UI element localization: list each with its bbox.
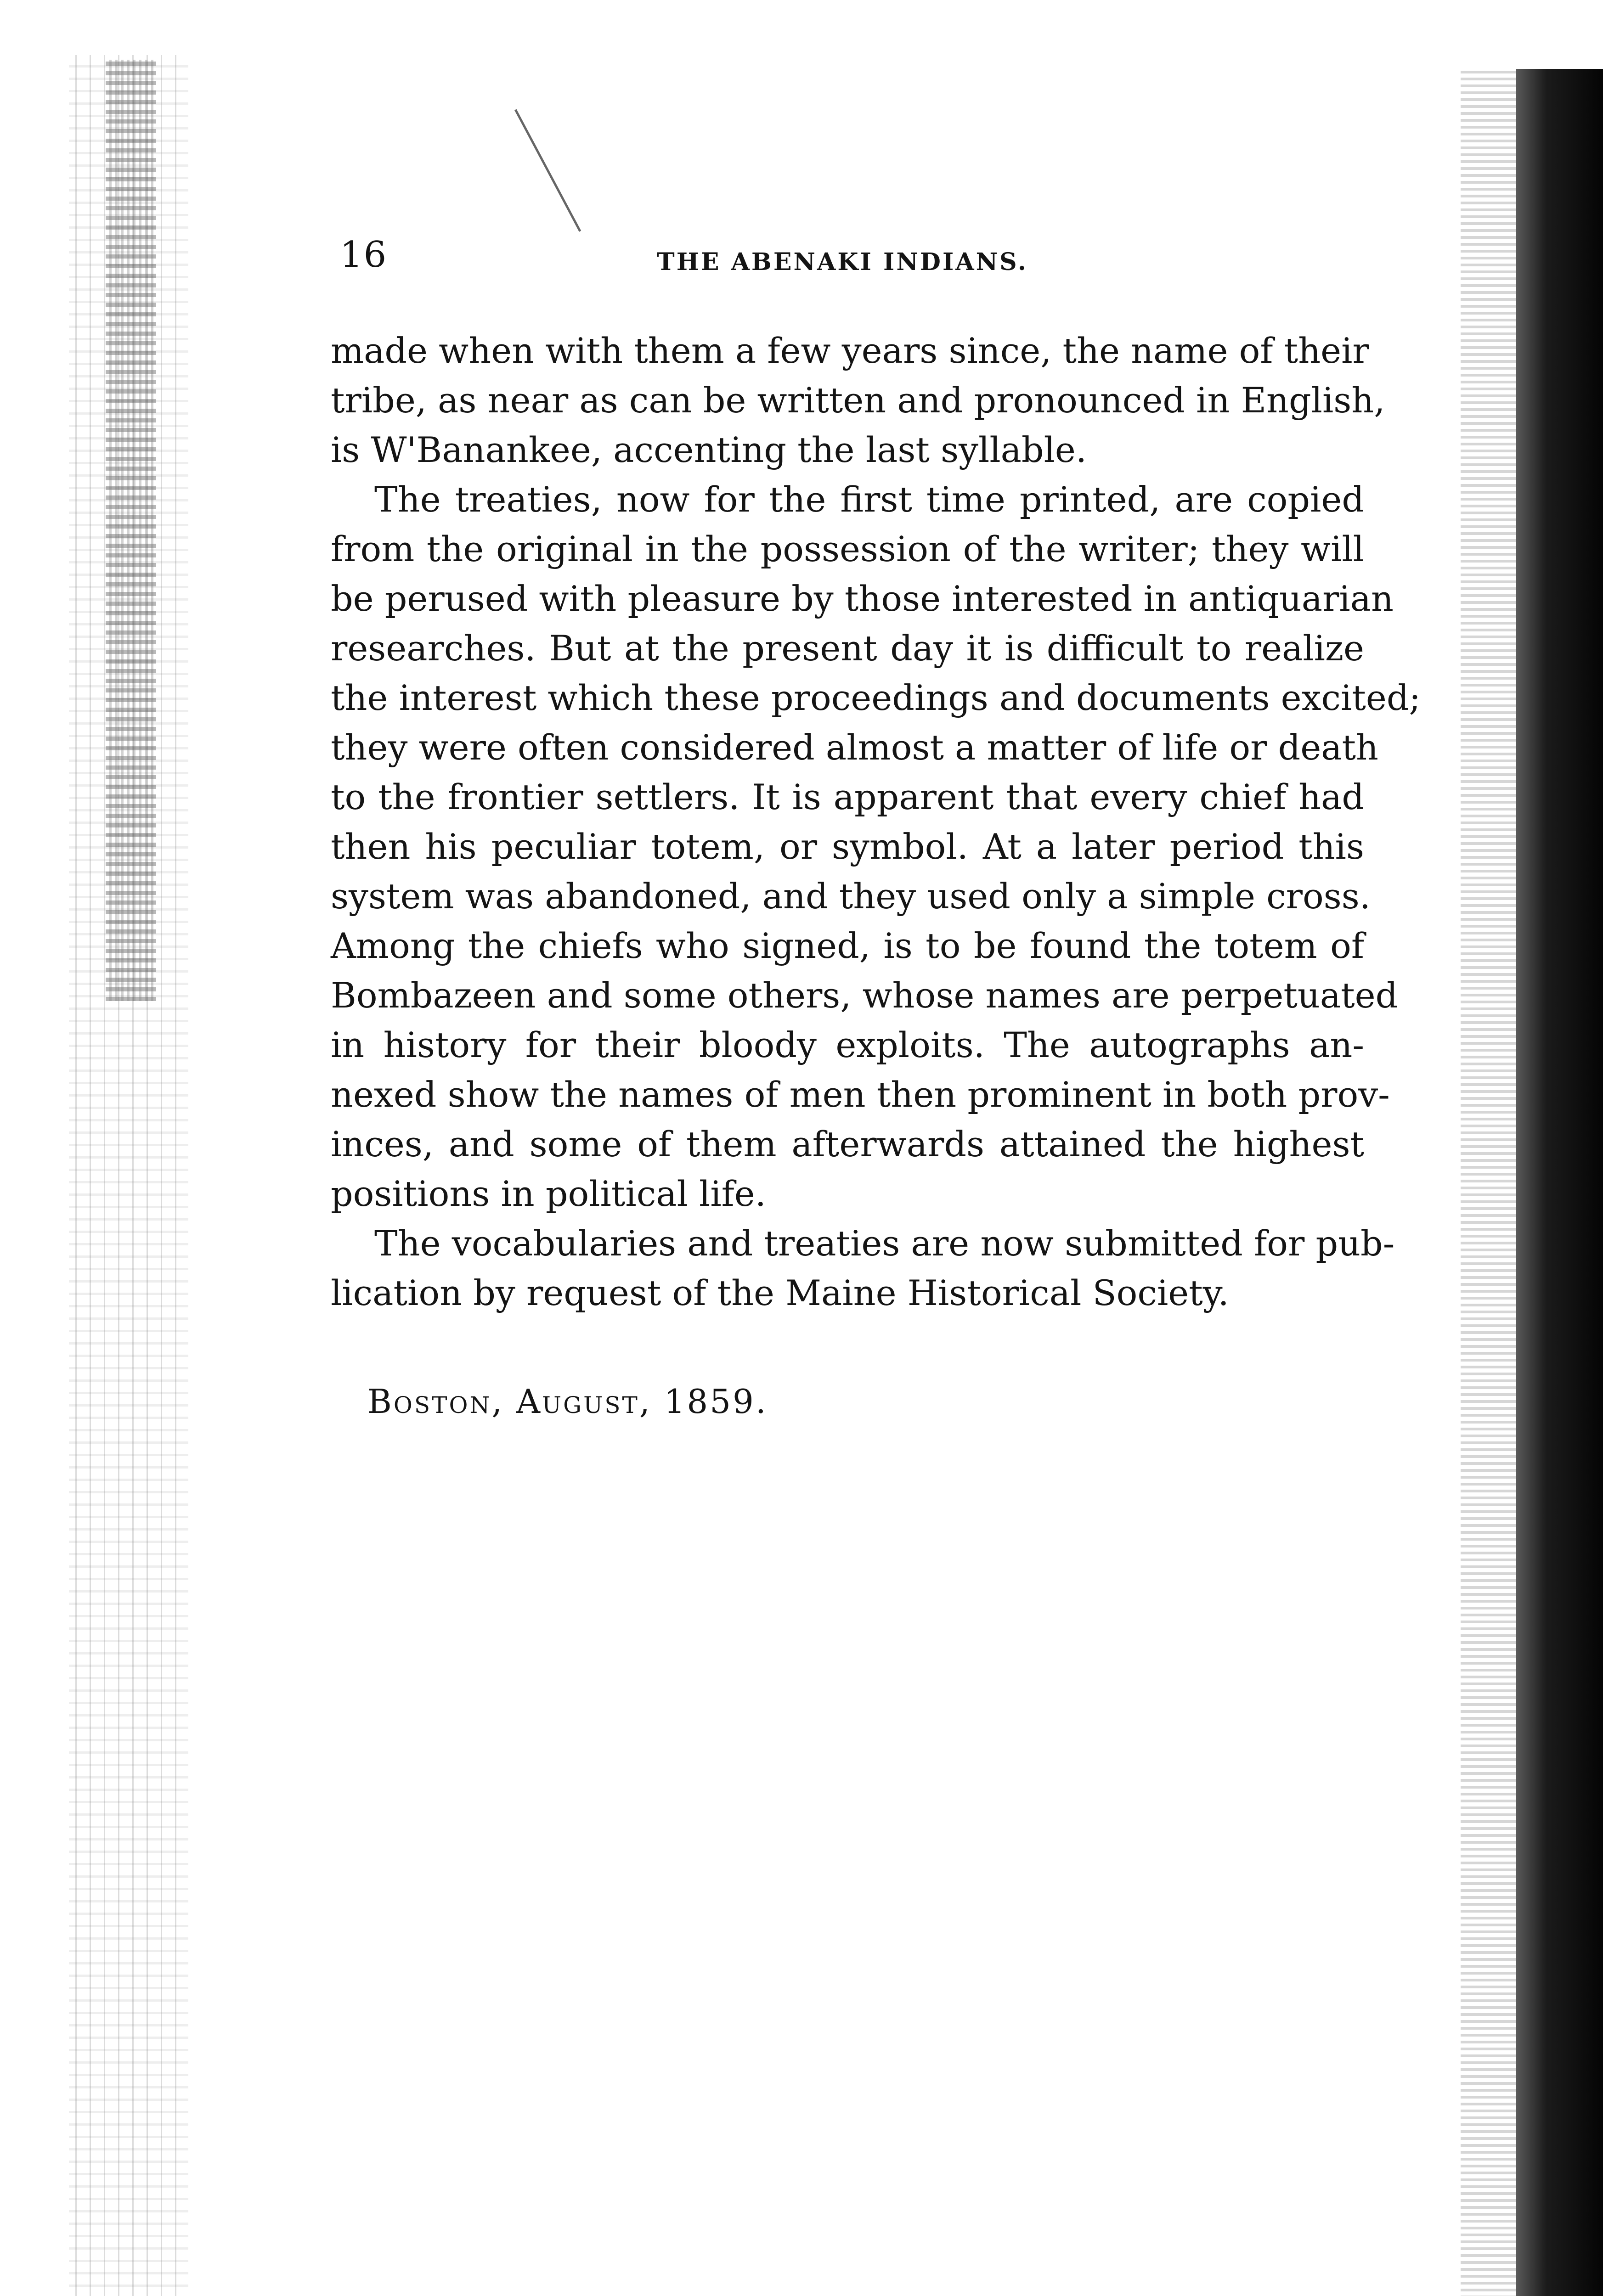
text-line: Among the chiefs who signed, is to be found the totem of [331, 925, 1364, 966]
place-date-signoff: Boston, August, 1859. [367, 1382, 768, 1421]
text-line: to the frontier settlers. It is apparent that every chief had [331, 777, 1364, 817]
body-text [331, 326, 1421, 1318]
text-line: the interest which these proceedings and documents excited; [331, 677, 1421, 718]
text-line: is W'Banankee, accenting the last syllable. [331, 429, 1087, 470]
scan-edge-noise [1461, 69, 1516, 2296]
scan-edge-shadow [1516, 69, 1603, 2296]
text-line: be perused with pleasure by those interested in antiquarian [331, 578, 1394, 619]
text-line: The vocabularies and treaties are now submitted for pub- [374, 1223, 1395, 1264]
text-line: lication by request of the Maine Historical Society. [331, 1272, 1229, 1313]
text-line: Bombazeen and some others, whose names are perpetuated [331, 975, 1398, 1016]
text-line: then his peculiar totem, or symbol. At a later period this [331, 826, 1364, 867]
text-line: nexed show the names of men then prominent in both prov- [331, 1074, 1390, 1115]
stray-mark [514, 109, 581, 232]
text-line: made when with them a few years since, the name of their [331, 330, 1369, 371]
scan-gutter-bleed [106, 60, 156, 1001]
text-line: system was abandoned, and they used only a simple cross. [331, 876, 1371, 917]
text-line: they were often considered almost a matter of life or death [331, 727, 1379, 768]
text-line: from the original in the possession of the writer; they will [331, 529, 1364, 569]
text-line: positions in political life. [331, 1173, 766, 1214]
text-line: tribe, as near as can be written and pronounced in English, [331, 380, 1385, 421]
running-title: THE ABENAKI INDIANS. [657, 248, 1028, 276]
page-number: 16 [340, 234, 388, 276]
text-line: in history for their bloody exploits. The autographs an- [331, 1024, 1364, 1065]
text-line: researches. But at the present day it is difficult to realize [331, 628, 1364, 669]
text-line: The treaties, now for the first time printed, are copied [374, 479, 1364, 520]
text-line: inces, and some of them afterwards attained the highest [331, 1124, 1364, 1165]
